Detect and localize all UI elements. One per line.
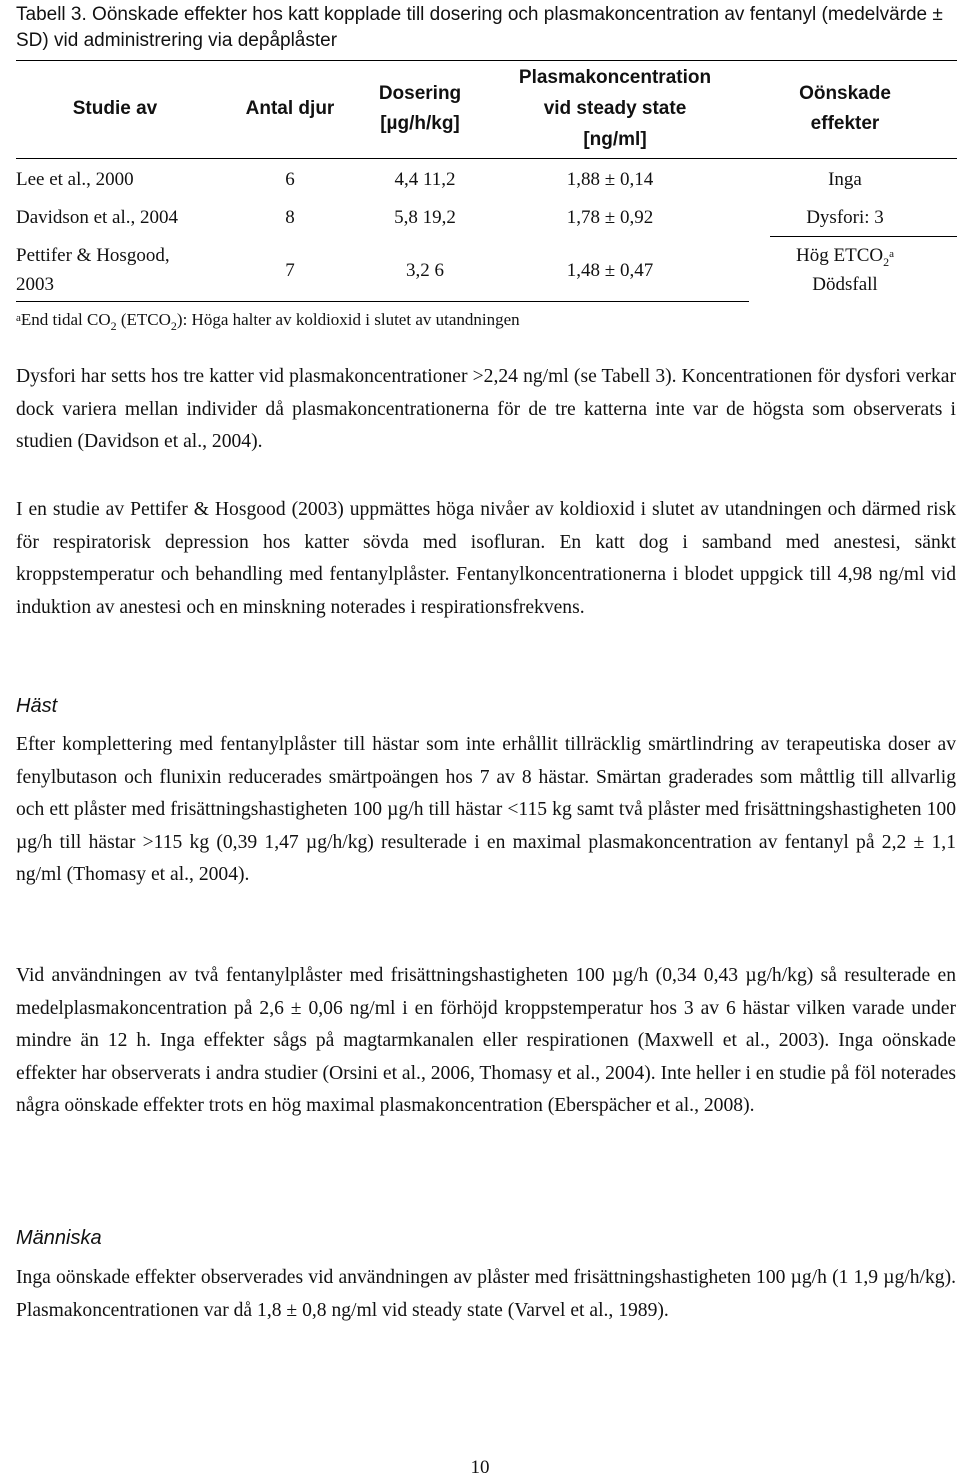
row3-effects-footnote-marker: a bbox=[889, 248, 894, 260]
header-animals: Antal djur bbox=[245, 98, 335, 119]
row1-dose: 4,4 11,2 bbox=[394, 169, 456, 190]
header-effects-line2: effekter bbox=[810, 113, 880, 134]
header-plasma-line2: vid steady state bbox=[543, 98, 687, 119]
row3-study-line1: Pettifer & Hosgood, bbox=[16, 245, 170, 266]
footnote-marker: a bbox=[16, 312, 21, 324]
row3-dose: 3,2 6 bbox=[406, 260, 444, 281]
row3-study-line2: 2003 bbox=[16, 274, 54, 295]
paragraph-horse-1: Efter komplettering med fentanylplåster till hästar som inte erhållit tillräcklig smärtlindring av terapeutiska doser av fenylbutason och flunixin reducerades smärtpoängen hos 7 av 8 hästar. Smärtan graderades som måttlig till allvarlig och ett plåster med frisättningshastigheten 100 µg/h till hästar <115 kg samt två plåster med frisättningshastigheten 100 µg/h till hästar >115 kg (0,39 1,47 µg/h/kg) resulterade i en maximal plasmakoncentration av fentanyl på 2,2 ± 1,1 ng/ml (Thomasy et al., 2004). bbox=[16, 734, 956, 886]
table-bottom-rule bbox=[16, 301, 749, 302]
row3-effects-text: Hög ETCO bbox=[796, 245, 884, 266]
row2-study: Davidson et al., 2004 bbox=[16, 207, 179, 228]
row3-effects-line2: Dödsfall bbox=[812, 274, 878, 295]
row1-effects: Inga bbox=[828, 169, 862, 190]
row2-plasma: 1,78 ± 0,92 bbox=[566, 207, 654, 228]
paragraph-human: Inga oönskade effekter observerades vid användningen av plåster med frisättningshastigheten 100 µg/h (1 1,9 µg/h/kg). Plasmakoncentrationen var då 1,8 ± 0,8 ng/ml vid steady state (Varvel et al., 1989). bbox=[16, 1267, 956, 1321]
header-dose-line2: [µg/h/kg] bbox=[380, 113, 460, 134]
row1-study: Lee et al., 2000 bbox=[16, 169, 134, 190]
header-plasma-line1: Plasmakoncentration bbox=[518, 67, 712, 88]
header-study: Studie av bbox=[72, 98, 158, 119]
table-header-rule bbox=[16, 158, 957, 159]
section-heading-human: Människa bbox=[16, 1227, 102, 1249]
paragraph-pettifer: I en studie av Pettifer & Hosgood (2003) uppmättes höga nivåer av koldioxid i slutet av utandningen och därmed risk för respiratorisk depression hos katter sövda med isofluran. En katt dog i samband med anestesi, sänkt kroppstemperatur och behandling med fentanylplåster. Fentanylkoncentrationerna i blodet uppgick till 4,98 ng/ml vid induktion av anestesi och en minskning noterades i respirationsfrekvens. bbox=[16, 499, 956, 618]
table-footnote: $^a$End tidal $CO_2$ $(ETCO_2)$: Höga halter av koldioxid i slutet av utandningen bbox=[16, 310, 520, 333]
row3-plasma: 1,48 ± 0,47 bbox=[566, 260, 654, 281]
row2-dose: 5,8 19,2 bbox=[394, 207, 456, 228]
row3-animals: 7 bbox=[285, 260, 295, 281]
table-effects-rule bbox=[770, 236, 957, 237]
header-dose-line1: Dosering bbox=[378, 83, 462, 104]
table-caption: Tabell 3. Oönskade effekter hos katt kopplade till dosering och plasmakoncentration av fentanyl (medelvärde ± SD) vid administrering via depåplåster bbox=[16, 4, 943, 51]
row3-effects-line1 bbox=[770, 244, 920, 269]
section-heading-horse: Häst bbox=[16, 695, 58, 717]
row2-effects: Dysfori: 3 bbox=[806, 207, 884, 228]
header-plasma-line3: [ng/ml] bbox=[583, 129, 647, 150]
row1-plasma: 1,88 ± 0,14 bbox=[566, 169, 654, 190]
paragraph-dysfori: Dysfori har setts hos tre katter vid plasmakoncentrationer >2,24 ng/ml (se Tabell 3). Koncentrationen för dysfori verkar dock variera mellan individer då plasmakoncentrationerna för de tre katterna inte var de högsta som observerats i studien (Davidson et al., 2004). bbox=[16, 366, 956, 453]
header-effects-line1: Oönskade bbox=[799, 83, 891, 104]
row2-animals: 8 bbox=[285, 207, 295, 228]
paragraph-horse-2: Vid användningen av två fentanylplåster med frisättningshastigheten 100 µg/h (0,34 0,43 µg/h/kg) så resulterade en medelplasmakoncentration på 2,6 ± 0,06 ng/ml i en förhöjd kroppstemperatur hos 3 av 6 hästar vilken varade under mindre än 12 h. Inga effekter sågs på magtarmkanalen eller respirationen (Maxwell et al., 2003). Inga oönskade effekter har observerats i andra studier (Orsini et al., 2006, Thomasy et al., 2004). Inte heller i en studie på föl noterades några oönskade effekter trots en hög maximal plasmakoncentration (Eberspächer et al., 2008). bbox=[16, 965, 957, 1117]
table-top-rule bbox=[16, 60, 957, 61]
row1-animals: 6 bbox=[285, 169, 295, 190]
row3-effects-subscript: 2 bbox=[883, 255, 890, 269]
page-number: 10 bbox=[470, 1457, 490, 1478]
